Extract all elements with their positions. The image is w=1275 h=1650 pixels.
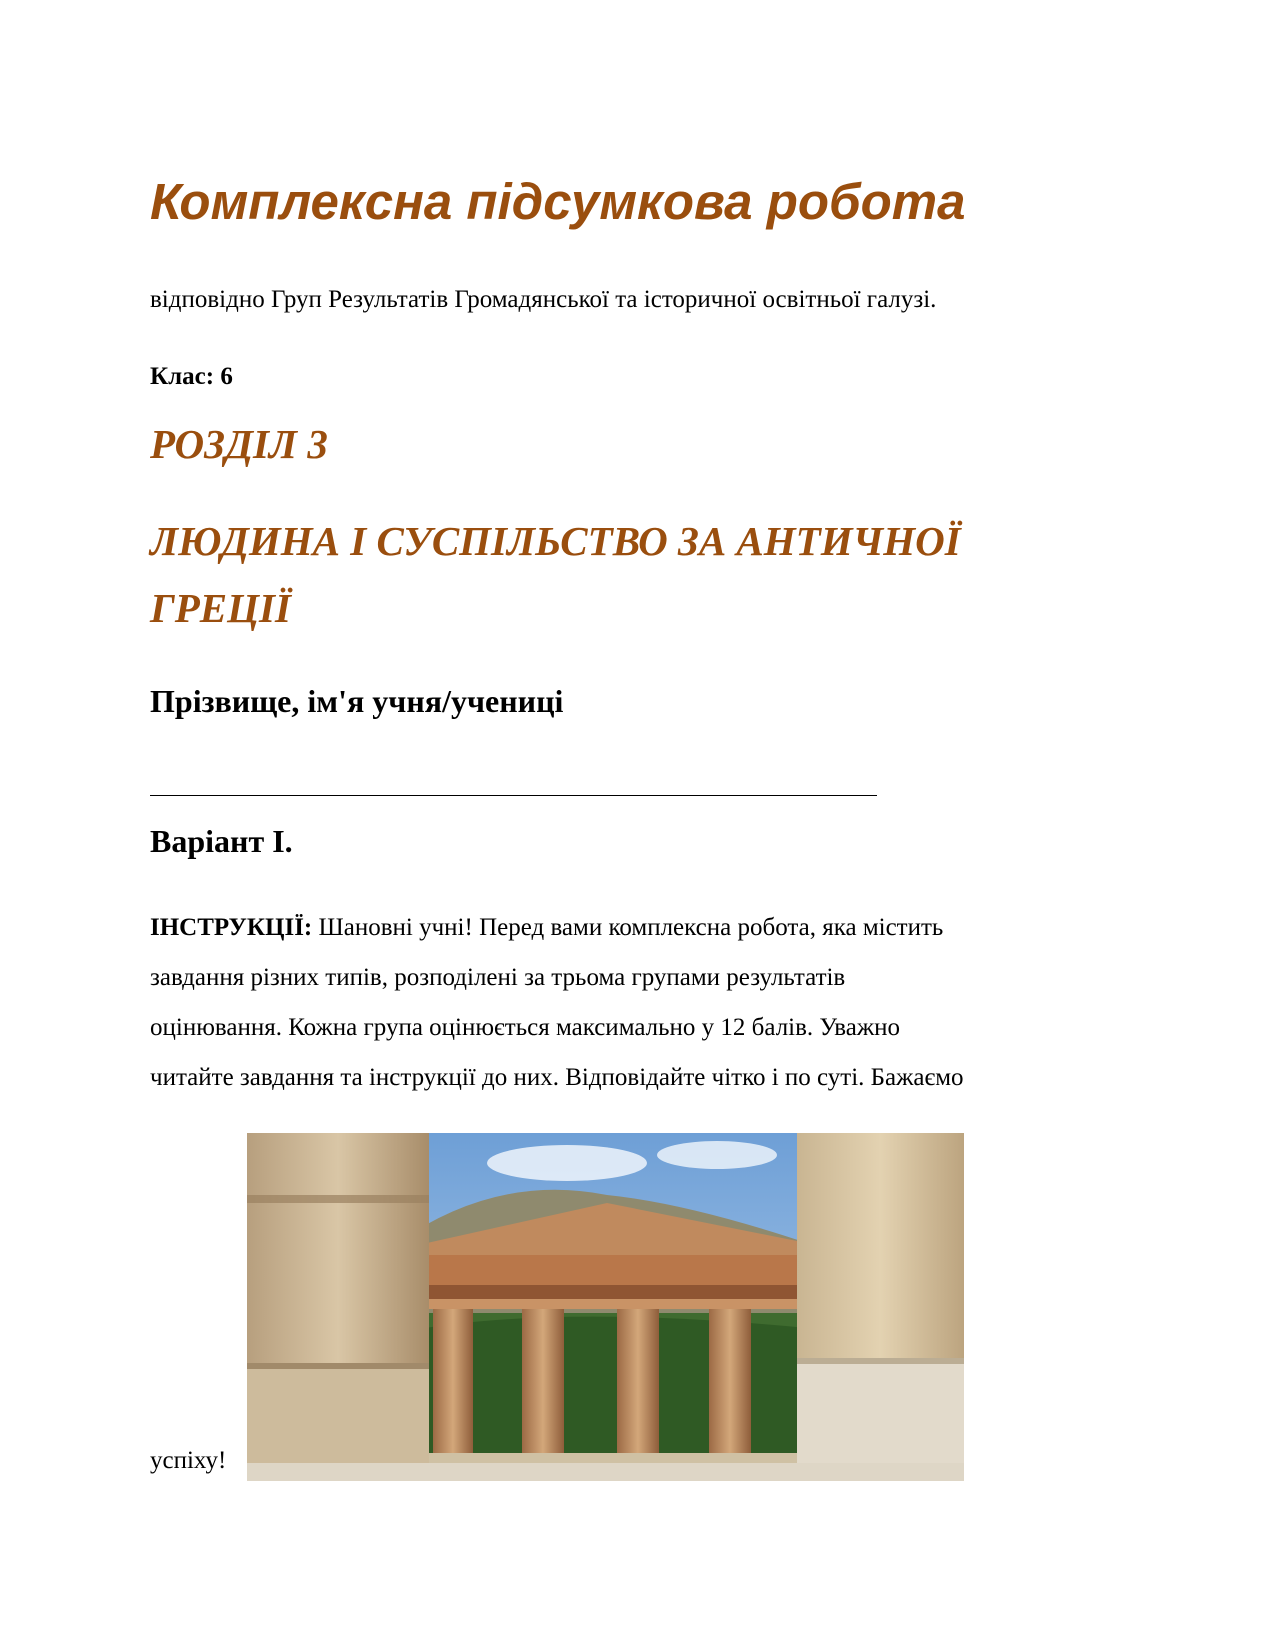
student-name-label: Прізвище, ім'я учня/учениці <box>150 683 564 719</box>
greek-temple-photo <box>247 1133 964 1481</box>
instructions-line-1 <box>150 903 1110 953</box>
instructions-label: ІНСТРУКЦІЇ: <box>150 914 313 941</box>
section-number: РОЗДІЛ 3 <box>150 421 328 467</box>
section-title-line1: ЛЮДИНА І СУСПІЛЬСТВО ЗА АНТИЧНОЇ <box>150 518 961 564</box>
instructions-line-3: оцінювання. Кожна група оцінюється максимально у 12 балів. Уважно <box>150 1014 901 1041</box>
variant-label: Варіант І. <box>150 823 293 859</box>
document-subtitle: відповідно Груп Результатів Громадянської та історичної освітньої галузі. <box>150 286 937 313</box>
instructions-text-1: Шановні учні! Перед вами комплексна робота, яка містить <box>312 914 944 941</box>
instructions-line-2: завдання різних типів, розподілені за трьома групами результатів <box>150 964 846 991</box>
instructions-line-4: читайте завдання та інструкції до них. Відповідайте чітко і по суті. Бажаємо <box>150 1064 964 1091</box>
section-title-line2: ГРЕЦІЇ <box>150 585 291 631</box>
grade-label: Клас: 6 <box>150 363 233 390</box>
student-name-line <box>150 795 877 796</box>
instructions-line-5: успіху! <box>150 1447 227 1474</box>
instructions-paragraph <box>150 903 1110 1103</box>
document-title: Комплексна підсумкова робота <box>150 173 966 230</box>
